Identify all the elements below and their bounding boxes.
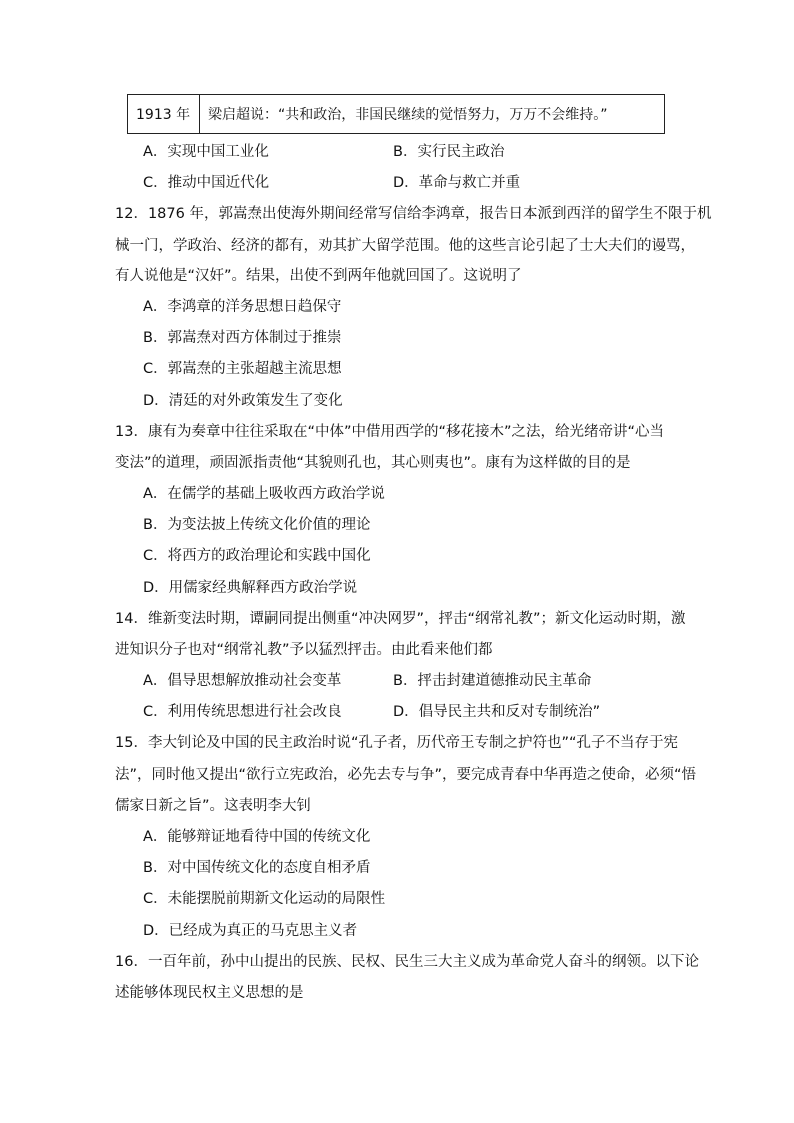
q14-option-a: A．倡导思想解放推动社会变革: [143, 673, 342, 689]
q12-option-c: C．郭嵩焘的主张超越主流思想: [143, 361, 342, 377]
q13-option-b: B．为变法披上传统文化价值的理论: [143, 517, 371, 533]
quote-table: [127, 94, 665, 134]
q12-stem-line-1: 12．1876 年，郭嵩焘出使海外期间经常写信给李鸿章，报告日本派到西洋的留学生不限于机: [115, 206, 712, 222]
q14-option-d: D．倡导民主共和反对专制统治”: [393, 704, 601, 720]
q15-option-c: C．未能摆脱前期新文化运动的局限性: [143, 891, 386, 907]
q13-stem-line-2: 变法”的道理，顽固派指责他“其貌则孔也，其心则夷也”。康有为这样做的目的是: [115, 455, 631, 471]
q15-stem-line-3: 儒家日新之旨”。这表明李大钊: [115, 798, 312, 814]
q12-option-b: B．郭嵩焘对西方体制过于推崇: [143, 330, 342, 346]
q15-option-a: A．能够辩证地看待中国的传统文化: [143, 829, 371, 845]
q12-stem-line-2: 械一门，学政治、经济的都有，劝其扩大留学范围。他的这些言论引起了士大夫们的谩骂，: [115, 238, 695, 254]
q15-option-d: D．已经成为真正的马克思主义者: [143, 923, 358, 939]
q13-option-d: D．用儒家经典解释西方政治学说: [143, 580, 358, 596]
q16-stem-line-1: 16．一百年前，孙中山提出的民族、民权、民生三大主义成为革命党人奋斗的纲领。以下论: [115, 954, 699, 970]
q12-stem-line-3: 有人说他是“汉奸”。结果，出使不到两年他就回国了。这说明了: [115, 268, 522, 284]
q15-stem-line-1: 15．李大钊论及中国的民主政治时说“孔子者，历代帝王专制之护符也”“孔子不当存于宪: [115, 735, 678, 751]
table-year-cell: 1913 年: [128, 95, 200, 133]
q13-option-a: A．在儒学的基础上吸收西方政治学说: [143, 486, 385, 502]
q15-option-b: B．对中国传统文化的态度自相矛盾: [143, 860, 371, 876]
q14-option-b: B．抨击封建道德推动民主革命: [393, 673, 592, 689]
q11-option-c: C．推动中国近代化: [143, 175, 270, 191]
q11-option-b: B．实行民主政治: [393, 144, 505, 160]
q11-option-d: D．革命与救亡并重: [393, 175, 521, 191]
q12-option-a: A．李鸿章的洋务思想日趋保守: [143, 299, 342, 315]
q14-stem-line-2: 进知识分子也对“纲常礼教”予以猛烈抨击。由此看来他们都: [115, 642, 493, 658]
q12-option-d: D．清廷的对外政策发生了变化: [143, 393, 343, 409]
q16-stem-line-2: 述能够体现民权主义思想的是: [115, 985, 304, 1001]
q14-option-c: C．利用传统思想进行社会改良: [143, 704, 342, 720]
table-quote-cell: 梁启超说：“共和政治，非国民继续的觉悟努力，万万不会维持。”: [208, 107, 608, 123]
q11-option-a: A．实现中国工业化: [143, 144, 269, 160]
q13-option-c: C．将西方的政治理论和实践中国化: [143, 548, 371, 564]
q13-stem-line-1: 13．康有为奏章中往往采取在“中体”中借用西学的“移花接木”之法，给光绪帝讲“心当: [115, 424, 665, 440]
q14-stem-line-1: 14．维新变法时期，谭嗣同提出侧重“冲决网罗”，抨击“纲常礼教”；新文化运动时期，激: [115, 611, 686, 627]
q15-stem-line-2: 法”，同时他又提出“欲行立宪政治，必先去专与争”，要完成青春中华再造之使命，必须“悟: [115, 767, 697, 783]
